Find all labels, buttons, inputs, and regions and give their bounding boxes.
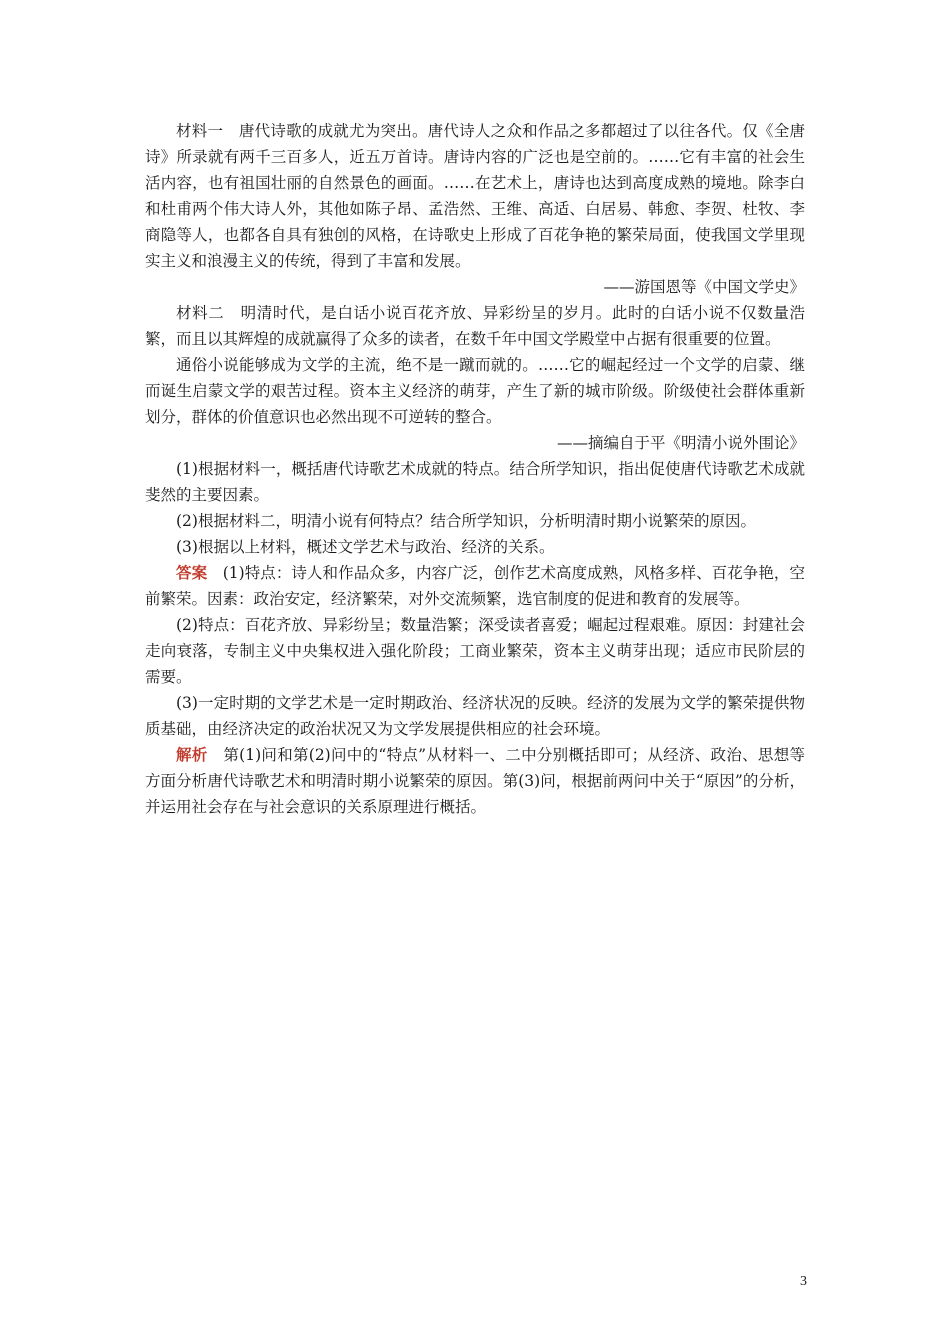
question-1: (1)根据材料一，概括唐代诗歌艺术成就的特点。结合所学知识，指出促使唐代诗歌艺术成就斐然的主要因素。 — [145, 460, 805, 504]
analysis-paragraph — [145, 742, 805, 820]
answer-3-paragraph: (3)一定时期的文学艺术是一定时期政治、经济状况的反映。经济的发展为文学的繁荣提供物质基础，由经济决定的政治状况又为文学发展提供相应的社会环境。 — [145, 694, 805, 738]
answer-2-paragraph: (2)特点：百花齐放、异彩纷呈；数量浩繁；深受读者喜爱；崛起过程艰难。原因：封建社会走向衰落，专制主义中央集权进入强化阶段；工商业繁荣，资本主义萌芽出现；适应市民阶层的需要。 — [145, 616, 805, 686]
material-one-source: ——游国恩等《中国文学史》 — [603, 278, 805, 296]
material-two-paragraph: 材料二 明清时代，是白话小说百花齐放、异彩纷呈的岁月。此时的白话小说不仅数量浩繁，而且以其辉煌的成就赢得了众多的读者，在数千年中国文学殿堂中占据有很重要的位置。 — [145, 304, 805, 348]
page-number: 3 — [800, 1274, 807, 1289]
material-two-paragraph-continued: 通俗小说能够成为文学的主流，绝不是一蹴而就的。……它的崛起经过一个文学的启蒙、继而诞生启蒙文学的艰苦过程。资本主义经济的萌芽，产生了新的城市阶级。阶级使社会群体重新划分，群体的价值意识也必然出现不可逆转的整合。 — [145, 356, 805, 426]
answer-1-paragraph — [145, 560, 805, 612]
material-one-paragraph: 材料一 唐代诗歌的成就尤为突出。唐代诗人之众和作品之多都超过了以往各代。仅《全唐诗》所录就有两千三百多人，近五万首诗。唐诗内容的广泛也是空前的。……它有丰富的社会生活内容，也有祖国壮丽的自然景色的画面。……在艺术上，唐诗也达到高度成熟的境地。除李白和杜甫两个伟大诗人外，其他如陈子昂、孟浩然、王维、高适、白居易、韩愈、李贺、杜牧、李商隐等人，也都各自具有独创的风格，在诗歌史上形成了百花争艳的繁荣局面，使我国文学里现实主义和浪漫主义的传统，得到了丰富和发展。 — [145, 122, 805, 270]
answer-label: 答案 — [176, 564, 208, 582]
analysis-label: 解析 — [176, 746, 208, 764]
question-3: (3)根据以上材料，概述文学艺术与政治、经济的关系。 — [176, 538, 555, 556]
document-content — [145, 118, 805, 820]
answer-1-text: (1)特点：诗人和作品众多，内容广泛，创作艺术高度成熟，风格多样、百花争艳，空前繁荣。因素：政治安定，经济繁荣，对外交流频繁，选官制度的促进和教育的发展等。 — [145, 564, 805, 608]
question-2: (2)根据材料二，明清小说有何特点？结合所学知识，分析明清时期小说繁荣的原因。 — [176, 512, 756, 530]
analysis-text: 第(1)问和第(2)问中的“特点”从材料一、二中分别概括即可；从经济、政治、思想等方面分析唐代诗歌艺术和明清时期小说繁荣的原因。第(3)问，根据前两问中关于“原因”的分析，并运用社会存在与社会意识的关系原理进行概括。 — [145, 746, 805, 816]
material-two-source: ——摘编自于平《明清小说外围论》 — [556, 434, 805, 452]
